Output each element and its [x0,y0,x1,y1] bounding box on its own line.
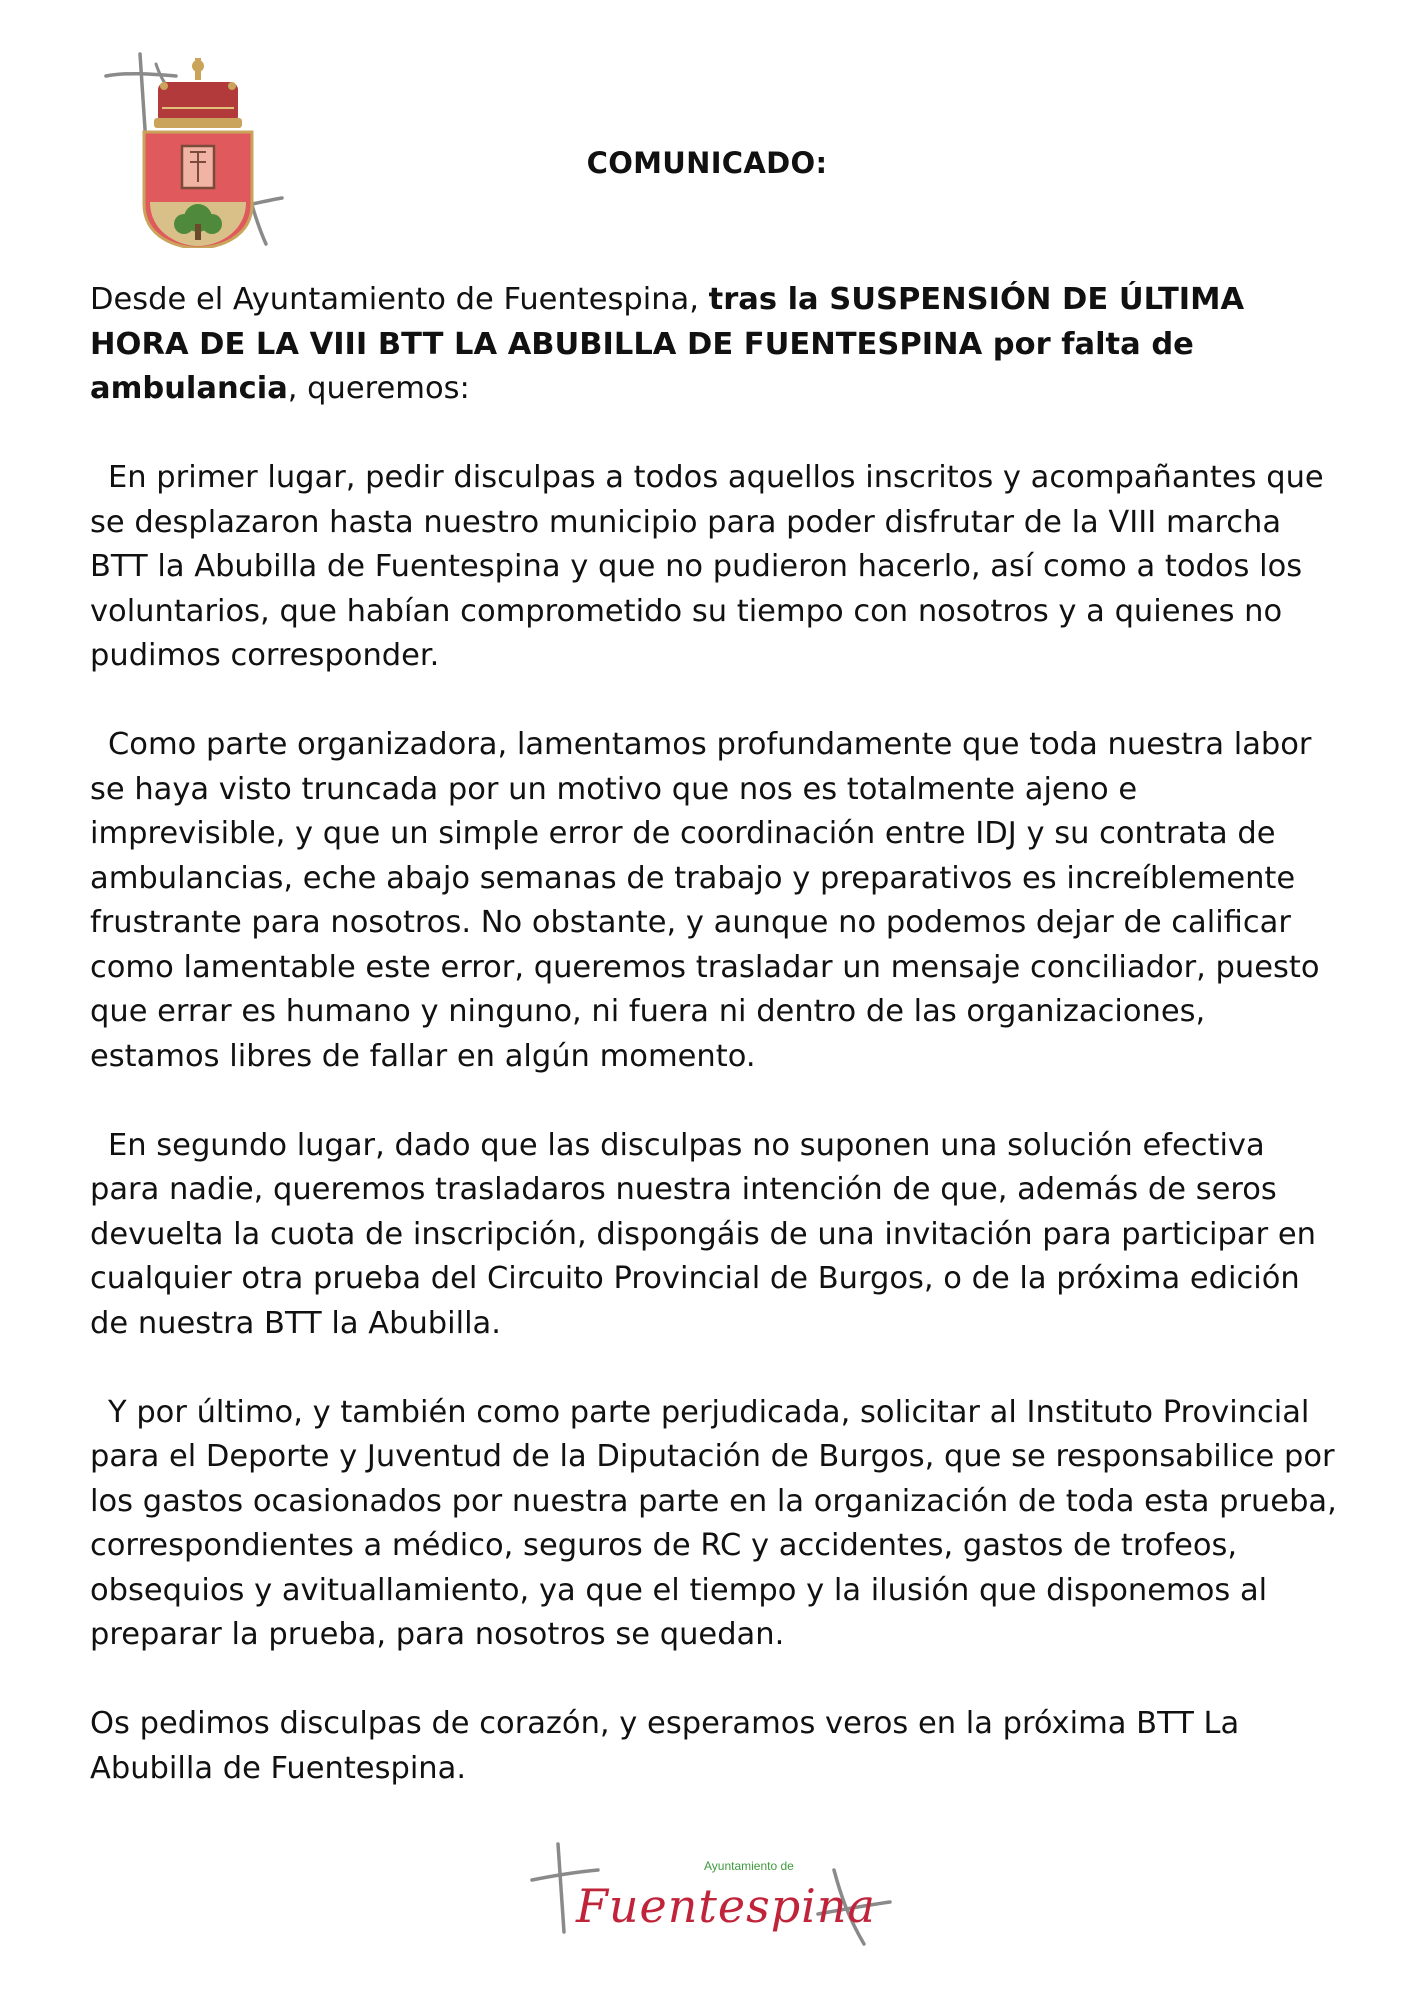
closing-paragraph: Os pedimos disculpas de corazón, y esperamos veros en la próxima BTT La Abubilla de Fuentespina. [90,1706,1240,1786]
intro-emphasis: tras la SUSPENSIÓN DE ÚLTIMA HORA DE LA VIII BTT LA ABUBILLA DE FUENTESPINA por falta de ambulancia [90,282,1245,406]
logo-small-text: Ayuntamiento de [704,1859,794,1873]
paragraph-refund: En segundo lugar, dado que las disculpas no suponen una solución efectiva para nadie, queremos trasladaros nuestra intención de que, además de seros devuelta la cuota de inscripción, dispongáis de una invitación para participar en cualquier otra prueba del Circuito Provincial de Burgos, o de la próxima edición de nuestra BTT la Abubilla. [90,1127,1316,1341]
paragraph-organizer: Como parte organizadora, lamentamos profundamente que toda nuestra labor se haya visto truncada por un motivo que nos es totalmente ajeno e imprevisible, y que un simple error de coordinación entre IDJ y su contrata de ambulancias, eche abajo semanas de trabajo y preparativos es increíblemente frustrante para nosotros. No obstante, y aunque no podemos dejar de calificar como lamentable este error, queremos trasladar un mensaje conciliador, puesto que errar es humano y ninguno, ni fuera ni dentro de las organizaciones, estamos libres de fallar en algún momento. [90,727,1320,1074]
intro-lead: Desde el Ayuntamiento de Fuentespina, [90,282,709,317]
page-title: COMUNICADO: [586,146,828,180]
paragraph-request: Y por último, y también como parte perjudicada, solicitar al Instituto Provincial para el Deporte y Juventud de la Diputación de Burgos, que se responsabilice por los gastos ocasionados por nuestra parte en la organización de toda esta prueba, correspondientes a médico, seguros de RC y accidentes, gastos de trofeos, obsequios y avituallamiento, ya que el tiempo y la ilusión que disponemos al preparar la prueba, para nosotros se quedan. [90,1394,1337,1652]
intro-paragraph [90,278,1340,412]
communique-body [90,278,1340,1836]
logo-main-text: Fuentespina [576,1879,876,1933]
paragraph-apology: En primer lugar, pedir disculpas a todos aquellos inscritos y acompañantes que se desplazaron hasta nuestro municipio para poder disfrutar de la VIII marcha BTT la Abubilla de Fuentespina y que no pudieron hacerlo, así como a todos los voluntarios, que habían comprometido su tiempo con nosotros y a quienes no pudimos corresponder. [90,460,1324,673]
intro-tail: , queremos: [287,371,470,406]
ayuntamiento-fuentespina-logo-icon [528,1840,898,1950]
